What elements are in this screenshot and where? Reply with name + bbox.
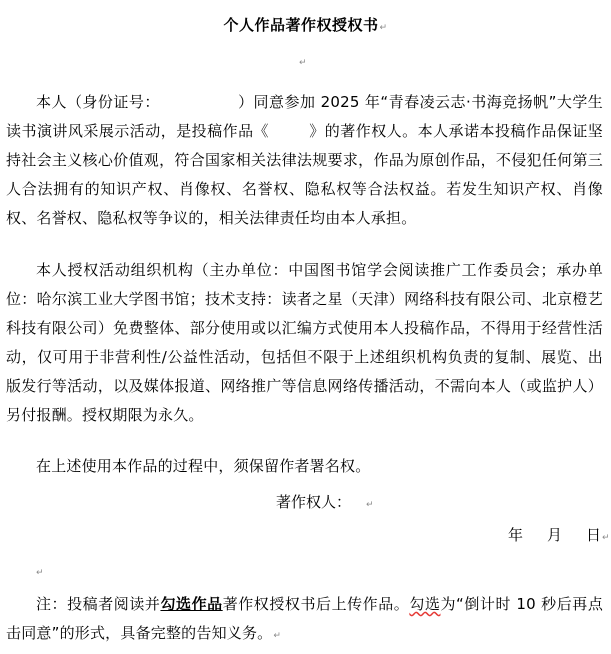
paragraph-note [6, 590, 603, 651]
authorization-text: 本人授权活动组织机构（主办单位：中国图书馆学会阅读推广工作委员会；承办单位：哈尔滨工业大学图书馆；技术支持：读者之星（天津）网络科技有限公司、北京橙艺科技有限公司）免费整体、部分使用或以汇编方式使用本人投稿作品，不得用于经营性活动，仅可用于非营利性/公益性活动，包括但不限于上述组织机构负责的复制、展览、出版发行等活动，以及媒体报道、网络推广等信息网络传播活动，不需向本人（或监护人）另付报酬。授权期限为永久。 [6, 261, 603, 424]
paragraph-mark-icon: ↵ [299, 58, 307, 68]
paragraph-mark-icon: ↵ [273, 631, 282, 641]
signature-line [276, 488, 374, 520]
paragraph-commitment [6, 88, 603, 233]
signature-label: 著作权人： [276, 493, 352, 511]
commitment-middle: ）同意参加 2025 年“青春凌云志·书海竞扬帆”大学生读书演讲风采展示活动，是投稿作品《 [6, 93, 603, 140]
date-month: 月 [547, 526, 563, 544]
document-title [0, 14, 611, 35]
date-line [508, 521, 610, 553]
note-prefix: 注：投稿者阅读并 [36, 595, 161, 613]
paragraph-mark-icon: ↵ [366, 500, 374, 510]
title-text: 个人作品著作权授权书 [223, 16, 379, 34]
note-suffix: 为“倒计时 10 秒后再点击同意”的形式，具备完整的告知义务。 [6, 595, 604, 642]
paragraph-mark-icon: ↵ [602, 533, 610, 543]
spellcheck-flagged-word: 勾选 [409, 595, 441, 613]
date-day: 日 [586, 526, 602, 544]
paragraph-mark-icon: ↵ [379, 23, 388, 33]
commitment-prefix: 本人（身份证号： [36, 93, 160, 111]
commitment-suffix: 》的著作权人。本人承诺本投稿作品保证坚持社会主义核心价值观，符合国家相关法律法规要求，作品为原创作品，不侵犯任何第三人合法拥有的知识产权、肖像权、名誉权、隐私权等合法权益。若发生知识产权、肖像权、名誉权、隐私权等争议的，相关法律责任均由本人承担。 [6, 122, 603, 227]
paragraph-authorization [6, 256, 603, 430]
date-year: 年 [508, 526, 524, 544]
attribution-text: 在上述使用本作品的过程中，须保留作者署名权。 [36, 457, 371, 475]
paragraph-mark-icon: ↵ [36, 568, 44, 578]
note-middle: 著作权授权书后上传作品。 [222, 595, 410, 613]
paragraph-attribution [6, 452, 603, 481]
note-emphasis: 勾选作品 [160, 595, 223, 613]
